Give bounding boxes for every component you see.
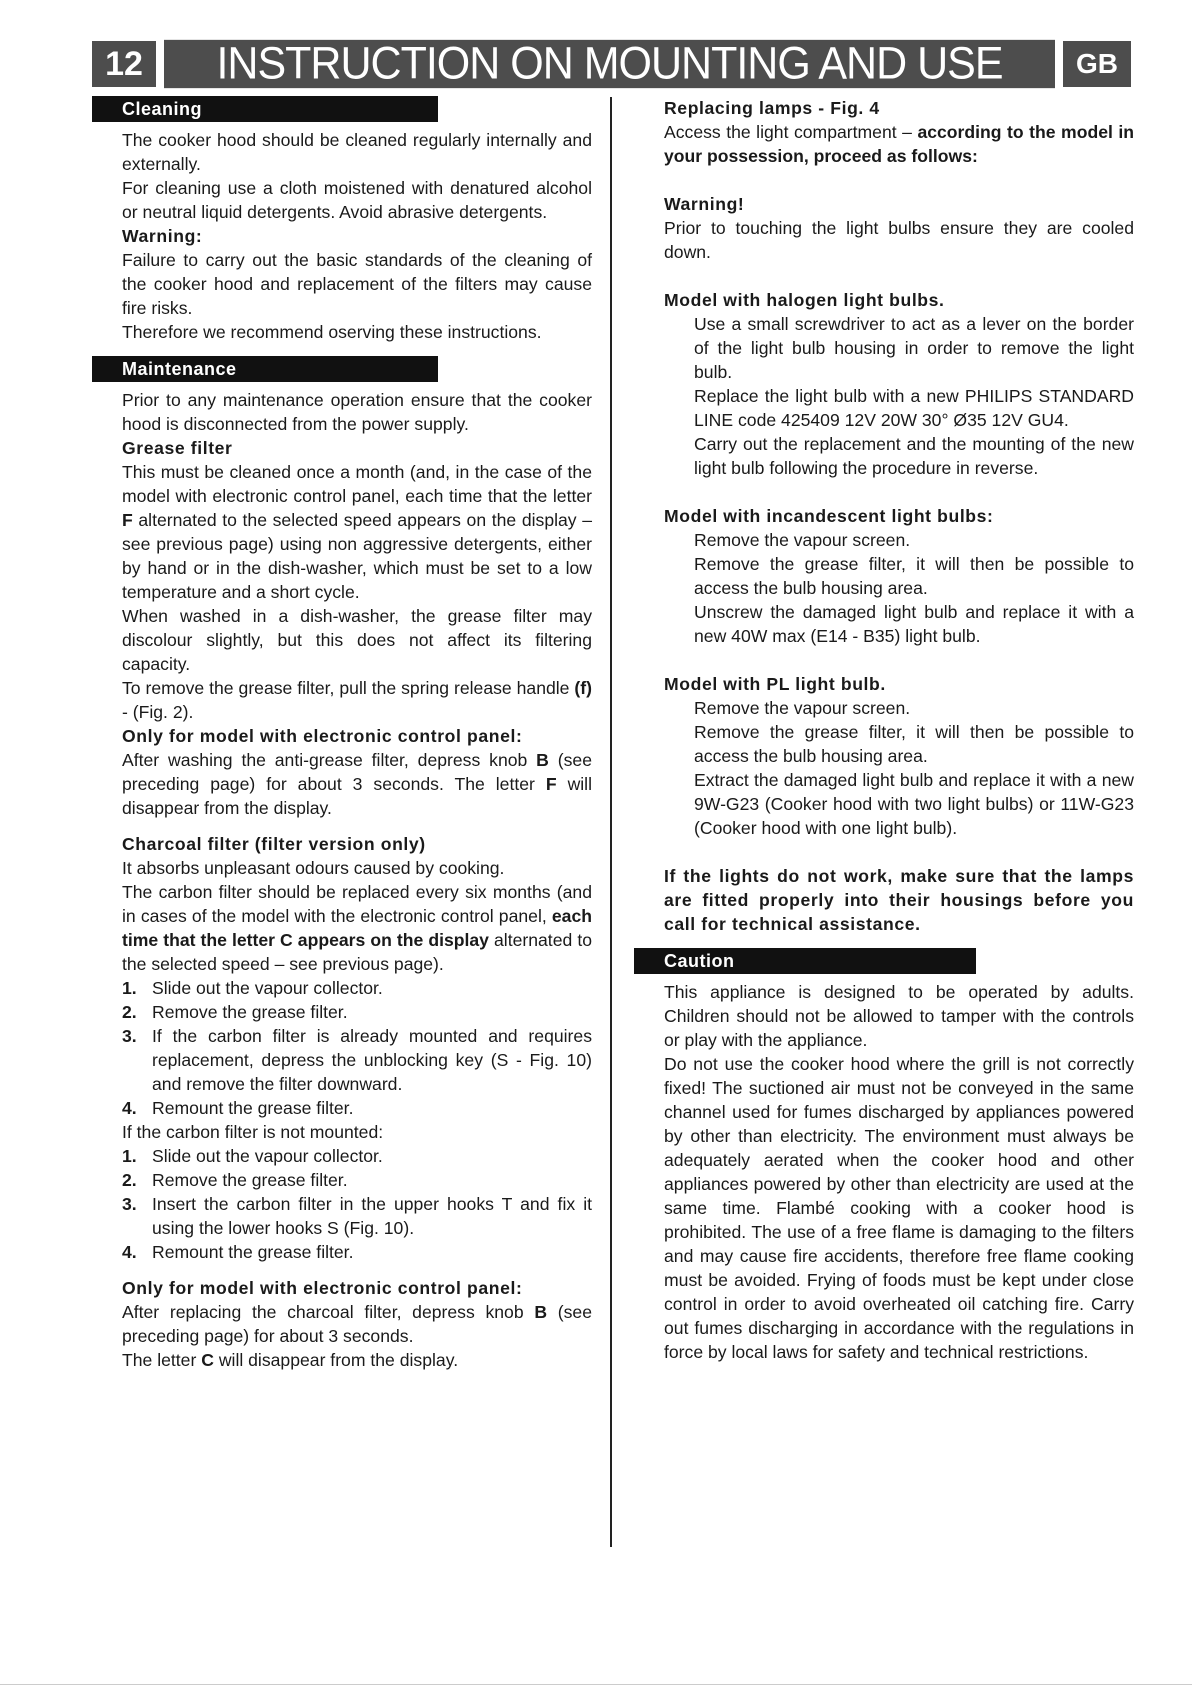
warning-label: Warning!	[664, 194, 745, 214]
section-heading-cleaning: Cleaning	[92, 96, 438, 122]
steps-list-mounted	[122, 976, 592, 1120]
list-item: 2. Remove the grease filter.	[122, 1170, 348, 1190]
cleaning-text: The cooker hood should be cleaned regularly internally and externally.	[122, 130, 592, 174]
steps-list-not-mounted	[122, 1144, 592, 1264]
grease-filter-label: Grease filter	[122, 438, 233, 458]
list-item: 1. Slide out the vapour collector.	[122, 978, 383, 998]
maintenance-text: Prior to any maintenance operation ensure that the cooker hood is disconnected from the power supply.	[122, 390, 592, 434]
charcoal-filter-text: It absorbs unpleasant odours caused by cooking.	[122, 858, 505, 878]
list-item: Extract the damaged light bulb and replace it with a new 9W-G23 (Cooker hood with two light bulbs) or 11W-G23 (Cooker hood with one light bulb).	[694, 770, 1134, 838]
incandescent-model-label: Model with incandescent light bulbs:	[664, 506, 994, 526]
list-item: Carry out the replacement and the mounting of the new light bulb following the procedure in reverse.	[694, 434, 1134, 478]
cleaning-text: For cleaning use a cloth moistened with denatured alcohol or neutral liquid detergents. Avoid abrasive detergents.	[122, 178, 592, 222]
caution-text: Do not use the cooker hood where the grill is not correctly fixed! The suctioned air must not be conveyed in the same channel used for fumes discharged by appliances powered by other than electricity. The environment must always be adequately aerated when the cooker hood and other appliances powered by other than electricity are used at the same time. Flambé cooking with a cooker hood is prohibited. The use of a free flame is damaging to the filters and may cause fire accidents, therefore free flame cooking must be avoided. Frying of foods must be kept under close control in order to avoid overheated oil catching fire. Carry out fumes discharging in accordance with the regulations in force by local laws for safety and technical restrictions.	[664, 1054, 1134, 1362]
lamps-section	[664, 96, 1134, 936]
grease-filter-text: This must be cleaned once a month (and, in the case of the model with electronic control panel, each time that the letter F alternated to the selected speed appears on the display – see previous page) using non aggressive detergents, either by hand or in the dish-washer, which must be set to a low temperature and a short cycle.	[122, 462, 592, 602]
halogen-steps	[664, 312, 1134, 480]
electronic-panel-label: Only for model with electronic control panel:	[122, 1278, 523, 1298]
page-number: 12	[92, 41, 156, 87]
page-title: INSTRUCTION ON MOUNTING AND USE	[164, 40, 1055, 88]
list-item: 4. Remount the grease filter.	[122, 1098, 354, 1118]
list-item: Replace the light bulb with a new PHILIPS STANDARD LINE code 425409 12V 20W 30° Ø35 12V GU4.	[694, 386, 1134, 430]
section-heading-caution: Caution	[634, 948, 976, 974]
pl-model-label: Model with PL light bulb.	[664, 674, 886, 694]
list-item: Remove the grease filter, it will then be possible to access the bulb housing area.	[694, 554, 1134, 598]
list-item: 2. Remove the grease filter.	[122, 1002, 348, 1022]
cleaning-section	[122, 128, 592, 344]
charcoal-filter-text: The carbon filter should be replaced every six months (and in cases of the model with the electronic control panel, each time that the letter C appears on the display alternated to the selected speed – see previous page).	[122, 882, 592, 974]
lights-note: If the lights do not work, make sure that the lamps are fitted properly into their housings before you call for technical assistance.	[664, 866, 1134, 934]
maintenance-section	[122, 388, 592, 1372]
list-item: Remove the grease filter, it will then be possible to access the bulb housing area.	[694, 722, 1134, 766]
list-item: 1. Slide out the vapour collector.	[122, 1146, 383, 1166]
caution-section	[664, 980, 1134, 1364]
electronic-panel-text: The letter C will disappear from the display.	[122, 1350, 459, 1370]
list-item: 4. Remount the grease filter.	[122, 1242, 354, 1262]
grease-filter-text: When washed in a dish-washer, the grease filter may discolour slightly, but this does not affect its filtering capacity.	[122, 606, 592, 674]
column-divider	[610, 97, 612, 1547]
list-item: 3. If the carbon filter is already mounted and requires replacement, depress the unblocking key (S - Fig. 10) and remove the filter downward.	[122, 1026, 592, 1094]
list-item: Remove the vapour screen.	[694, 698, 911, 718]
warning-text: Prior to touching the light bulbs ensure they are cooled down.	[664, 218, 1134, 262]
warning-label: Warning:	[122, 226, 203, 246]
incandescent-steps	[664, 528, 1134, 648]
electronic-panel-label: Only for model with electronic control panel:	[122, 726, 523, 746]
not-mounted-text: If the carbon filter is not mounted:	[122, 1122, 384, 1142]
halogen-model-label: Model with halogen light bulbs.	[664, 290, 945, 310]
left-column	[92, 96, 592, 1372]
caution-text: This appliance is designed to be operated by adults. Children should not be allowed to tamper with the controls or play with the appliance.	[664, 982, 1134, 1050]
language-badge: GB	[1063, 41, 1131, 87]
cleaning-text: Therefore we recommend oserving these instructions.	[122, 322, 542, 342]
list-item: 3. Insert the carbon filter in the upper hooks T and fix it using the lower hooks S (Fig. 10).	[122, 1194, 592, 1238]
cleaning-text: Failure to carry out the basic standards of the cleaning of the cooker hood and replacement of the filters may cause fire risks.	[122, 250, 592, 318]
right-column	[664, 96, 1134, 1364]
replacing-lamps-label: Replacing lamps - Fig. 4	[664, 98, 880, 118]
electronic-panel-text: After replacing the charcoal filter, depress knob B (see preceding page) for about 3 seconds.	[122, 1302, 592, 1346]
charcoal-filter-label: Charcoal filter (filter version only)	[122, 834, 426, 854]
electronic-panel-text: After washing the anti-grease filter, depress knob B (see preceding page) for about 3 seconds. The letter F will disappear from the display.	[122, 750, 592, 818]
grease-filter-text: To remove the grease filter, pull the spring release handle (f) - (Fig. 2).	[122, 678, 592, 722]
list-item: Use a small screwdriver to act as a lever on the border of the light bulb housing in order to remove the light bulb.	[694, 314, 1134, 382]
list-item: Remove the vapour screen.	[694, 530, 911, 550]
section-heading-maintenance: Maintenance	[92, 356, 438, 382]
list-item: Unscrew the damaged light bulb and replace it with a new 40W max (E14 - B35) light bulb.	[694, 602, 1134, 646]
page-header	[92, 38, 1132, 89]
lamps-text: Access the light compartment – according to the model in your possession, proceed as follows:	[664, 122, 1135, 166]
pl-steps	[664, 696, 1134, 840]
